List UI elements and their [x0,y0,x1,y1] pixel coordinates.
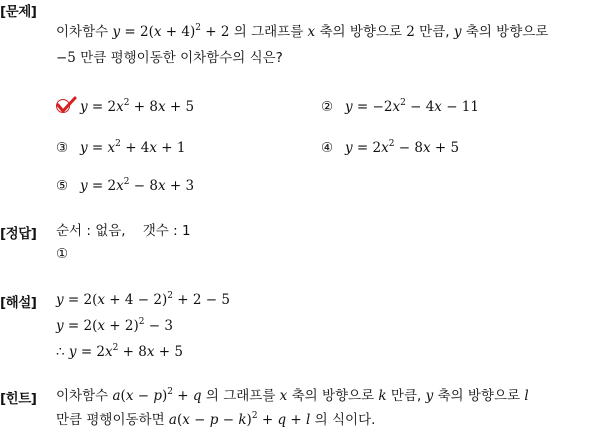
hint-text: 축의 방향으로 [287,388,379,404]
math-var: x [157,178,166,194]
math-var: y [56,318,64,334]
therefore-symbol: ∴ [56,344,69,360]
math-var: l [524,388,529,404]
math-var: y [80,178,88,194]
math-op: − [189,412,210,428]
math-var: q [192,388,202,404]
math-op: + [173,388,193,404]
choice-1[interactable] [56,97,194,117]
math-op: + 3 [165,178,195,194]
math-op: + 8 [129,99,158,115]
math-op: + 1 [157,140,186,156]
math-op: − 3 [144,318,173,334]
problem-text: 만큼 평행이동한 이차함수의 식은? [75,50,283,66]
hint-label: [힌트] [0,391,37,407]
math-exponent: 2 [138,317,145,327]
math-var: x [105,344,113,360]
math-op: = 2 [352,140,382,156]
hint-text: 의 식이다. [310,412,376,428]
math-op: ( [176,412,183,428]
math-var: y [68,344,77,360]
math-exponent: 2 [167,291,173,301]
math-exponent: 2 [195,23,201,33]
hint-text: 만큼, [386,388,426,404]
math-op: + 5 [154,344,183,360]
math-var: p [209,412,219,428]
choice-number: ③ [56,140,69,156]
math-var: x [97,292,106,308]
math-exponent: 2 [388,139,395,149]
math-var: y [112,24,121,40]
math-op: = 2 [87,178,117,194]
math-op: + 8 [118,344,147,360]
math-op: − [133,388,154,404]
math-var: x [307,24,316,40]
math-op: + 4 − 2) [105,292,168,308]
answer-line-1: 순서 : 없음, 갯수 : 1 [56,223,191,239]
math-op: − 4 [405,99,435,115]
hint-text: 이차함수 [56,388,113,404]
choice-5[interactable] [56,176,194,196]
solution-line-2 [56,316,173,336]
math-var: y [80,140,88,156]
math-var: y [425,388,434,404]
math-op: + [257,412,278,428]
math-exponent: 2 [167,387,174,397]
math-exponent: 2 [251,411,258,421]
choice-4[interactable] [321,138,459,158]
problem-text: 의 그래프를 [229,24,308,40]
problem-text: 축의 방향으로 [461,24,549,40]
math-op: ) [246,412,252,428]
math-var: x [97,318,106,334]
choice-number: ⑤ [56,178,69,194]
hint-line-1 [56,386,529,406]
math-var: x [182,412,190,428]
math-var: l [306,412,311,428]
problem-text: 만큼, [414,24,454,40]
math-op: − [218,412,239,428]
math-var: x [434,99,442,115]
math-var: x [381,140,389,156]
math-op: + 5 [165,99,195,115]
math-op: + 2 − 5 [172,292,230,308]
math-op: = −2 [352,99,393,115]
math-exponent: 2 [115,139,121,149]
math-var: x [146,344,155,360]
math-var: a [112,388,121,404]
math-var: q [277,412,287,428]
math-op: − 11 [441,99,479,115]
hint-text: 만큼 평행이동하면 [56,412,169,428]
solution-label: [해설] [0,295,37,311]
choice-3[interactable] [56,138,186,158]
math-var: y [453,24,462,40]
math-op: = 2 [87,99,117,115]
solution-line-1 [56,290,230,310]
math-var: y [56,292,64,308]
math-op: = [87,140,108,156]
problem-text: 축의 방향으로 [315,24,407,40]
math-var: x [392,99,401,115]
math-op: = 2( [120,24,154,40]
math-number: −5 [56,50,76,66]
math-op: ( [120,388,126,404]
hint-text: 의 그래프를 [201,388,280,404]
choice-number: ④ [321,140,334,156]
math-op: = 2( [63,318,98,334]
math-var: x [116,99,124,115]
math-op: − 8 [129,178,158,194]
problem-text: 이차함수 [56,24,113,40]
problem-label: [문제] [0,4,37,20]
math-op: + 2 [200,24,230,40]
problem-line-2 [56,48,283,68]
math-var: x [153,24,162,40]
solution-line-3 [56,342,183,362]
hint-line-2 [56,410,375,430]
math-op: + 2) [105,318,139,334]
math-var: x [279,388,288,404]
math-exponent: 2 [123,98,130,108]
math-op: + 5 [430,140,460,156]
math-op: + 4) [161,24,196,40]
math-var: p [153,388,162,404]
math-exponent: 2 [400,98,406,108]
math-var: x [149,140,158,156]
math-op: = 2 [76,344,106,360]
math-var: x [107,140,116,156]
answer-line-2: ① [56,246,69,262]
math-var: k [378,388,387,404]
math-op: ) [162,388,168,404]
math-var: y [80,99,88,115]
choice-2[interactable] [321,97,479,117]
math-op: = 2( [63,292,98,308]
math-op: + 4 [120,140,150,156]
math-var: x [116,178,124,194]
math-var: x [125,388,134,404]
hint-text: 축의 방향으로 [433,388,525,404]
math-var: x [422,140,431,156]
math-op: + [286,412,307,428]
math-var: a [168,412,177,428]
math-var: x [157,99,166,115]
math-op: − 8 [394,140,423,156]
answer-label: [정답] [0,226,37,242]
math-exponent: 2 [112,343,119,353]
math-var: y [345,99,353,115]
math-exponent: 2 [123,177,130,187]
math-number: 2 [406,24,415,40]
math-var: k [238,412,247,428]
math-var: y [345,140,353,156]
problem-line-1 [56,22,548,42]
choice-number: ② [321,99,334,115]
